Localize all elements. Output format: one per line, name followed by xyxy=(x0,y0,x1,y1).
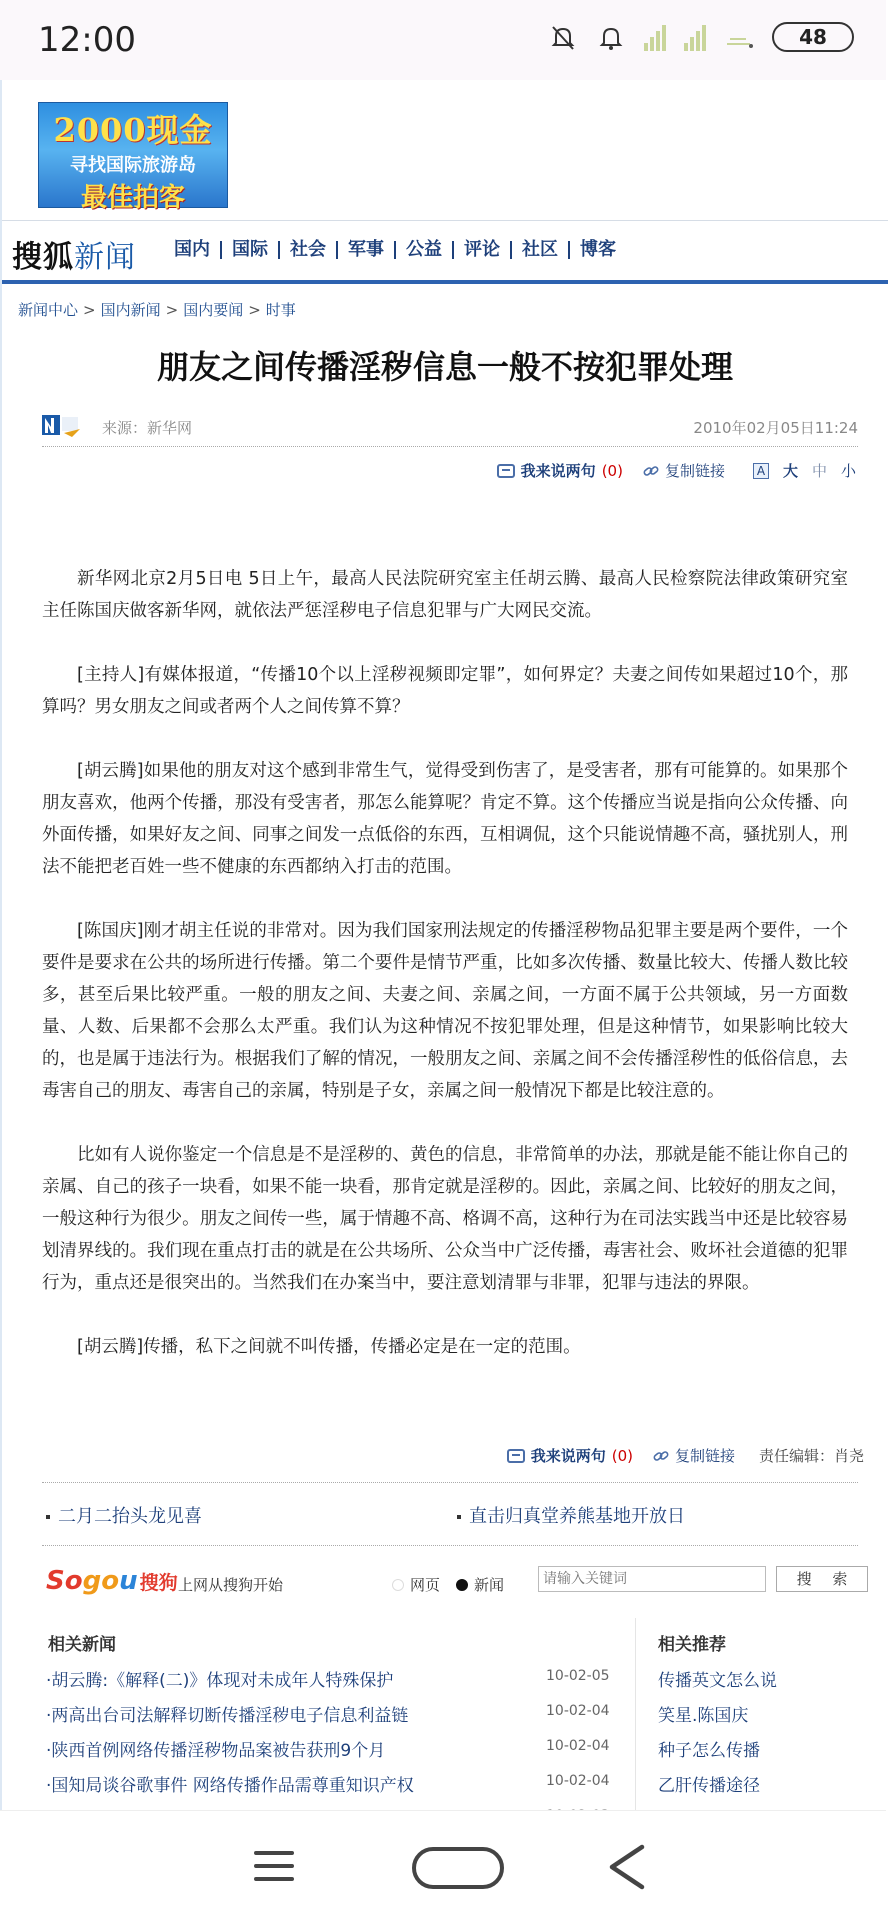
nav-item-society[interactable]: 社会 xyxy=(280,241,338,259)
radio-web-dot xyxy=(392,1579,404,1591)
sogou-logo-part: So xyxy=(46,1566,83,1596)
sogou-search-input[interactable] xyxy=(538,1566,766,1592)
xinhua-logo-icon xyxy=(42,413,82,439)
related-link[interactable] xyxy=(457,1502,685,1528)
article-paragraph: [陈国庆]刚才胡主任说的非常对。因为我们国家刑法规定的传播淫秽物品犯罪主要是两个要件，一个要件是要求在公共的场所进行传播。第二个要件是情节严重，比如多次传播、数量比较大、传播人数比较多，甚至后果比较严重。一般的朋友之间、夫妻之间、亲属之间，一方面不属于公共领域，另一方面数量、人数、后果都不会那么太严重。我们认为这种情况不按犯罪处理，但是这种情节，如果影响比较大的，也是属于违法行为。根据我们了解的情况，一般朋友之间、亲属之间不会传播淫秽性的低俗信息，去毒害自己的朋友、毒害自己的亲属，特别是子女，亲属之间一般情况下都是比较注意的。 xyxy=(42,921,848,1101)
comment-icon xyxy=(507,1449,525,1463)
article-title: 朋友之间传播淫秽信息一般不按犯罪处理 xyxy=(156,348,733,386)
related-recommend-heading: 相关推荐 xyxy=(658,1635,726,1655)
bell-icon xyxy=(596,22,626,52)
battery-indicator: 48 xyxy=(772,22,854,52)
comment-icon xyxy=(497,464,515,478)
copy-link-label: 复制链接 xyxy=(674,1447,735,1465)
status-bar xyxy=(0,0,886,80)
breadcrumb-domestic-headlines[interactable]: 国内要闻 xyxy=(183,301,244,319)
recent-apps-button[interactable] xyxy=(212,1811,332,1921)
system-navigation-bar xyxy=(0,1810,886,1921)
ad-line3: 最佳拍客 xyxy=(80,183,185,213)
back-arrow-icon xyxy=(604,1843,650,1891)
news-title: ·两高出台司法解释切断传播淫秽电子信息利益链 xyxy=(46,1706,409,1726)
copy-link-label: 复制链接 xyxy=(664,462,725,480)
breadcrumb-news-center[interactable]: 新闻中心 xyxy=(18,301,79,319)
copy-link-button[interactable] xyxy=(643,460,725,481)
related-news-heading: 相关新闻 xyxy=(48,1635,116,1655)
comment-count: (0) xyxy=(611,1446,633,1465)
news-title: ·陕西首例网络传播淫秽物品案被告获刑9个月 xyxy=(46,1741,386,1761)
sogou-logo[interactable] xyxy=(46,1566,178,1596)
sogou-search-bar xyxy=(42,1566,868,1600)
news-title: ·胡云腾:《解释(二)》体现对未成年人特殊保护 xyxy=(46,1671,394,1691)
font-small-button[interactable]: 小 xyxy=(840,462,856,480)
recommend-item[interactable]: 传播英文怎么说 xyxy=(658,1671,777,1691)
article-tools-bottom xyxy=(487,1445,864,1466)
responsible-editor: 责任编辑：肖尧 xyxy=(758,1447,864,1465)
breadcrumb-domestic-news[interactable]: 国内新闻 xyxy=(100,301,161,319)
signal-icon xyxy=(684,23,706,51)
copy-link-button[interactable] xyxy=(653,1445,735,1466)
nav-underline xyxy=(2,280,888,284)
list-item[interactable] xyxy=(46,1736,616,1771)
news-date: 10-02-04 xyxy=(546,1703,610,1719)
wifi-icon xyxy=(724,22,754,52)
comment-count: (0) xyxy=(601,461,623,480)
breadcrumb-sep: > xyxy=(248,301,261,319)
search-type-radio-group xyxy=(392,1574,504,1595)
back-button[interactable] xyxy=(590,1811,710,1921)
nav-item-international[interactable]: 国际 xyxy=(222,241,280,259)
nav-item-military[interactable]: 军事 xyxy=(338,241,396,259)
article-source: 来源：新华网 xyxy=(102,419,193,437)
font-medium-button[interactable]: 中 xyxy=(811,462,827,480)
brand-part1: 搜狐 xyxy=(12,240,74,275)
status-time: 12:00 xyxy=(38,20,136,60)
font-size-icon: A xyxy=(753,463,769,479)
sogou-search-button[interactable]: 搜 索 xyxy=(776,1566,868,1592)
list-item[interactable] xyxy=(46,1666,616,1701)
news-date: 10-02-04 xyxy=(546,1738,610,1754)
font-large-button[interactable]: 大 xyxy=(782,462,798,480)
ad-line2: 寻找国际旅游岛 xyxy=(70,155,196,176)
recommend-item[interactable]: 种子怎么传播 xyxy=(658,1741,760,1761)
radio-web-label: 网页 xyxy=(410,1576,441,1594)
news-date: 10-02-04 xyxy=(546,1773,610,1789)
comment-link[interactable] xyxy=(497,460,623,481)
article-meta xyxy=(42,413,858,441)
bullet-icon xyxy=(46,1515,50,1519)
article-paragraph: [胡云腾]传播，私下之间就不叫传播，传播必定是在一定的范围。 xyxy=(77,1337,581,1357)
radio-news-label: 新闻 xyxy=(474,1576,505,1594)
comment-label: 我来说两句 xyxy=(530,1447,606,1465)
tools-divider xyxy=(42,1482,858,1483)
article-paragraph: 比如有人说你鉴定一个信息是不是淫秽的、黄色的信息，非常简单的办法，那就是能不能让你自己的亲属、自己的孩子一块看，如果不能一块看，那肯定就是淫秽的。因此，亲属之间、比较好的朋友之间，一般这种行为很少。朋友之间传一些，属于情趣不高、格调不高，这种行为在司法实践当中还是比较容易划清界线的。我们现在重点打击的就是在公共场所、公众当中广泛传播，毒害社会、败坏社会道德的犯罪行为，重点还是很突出的。当然我们在办案当中，要注意划清罪与非罪，犯罪与违法的界限。 xyxy=(42,1145,848,1293)
sogou-logo-part: go xyxy=(82,1566,120,1596)
sogou-logo-cn: 搜狗 xyxy=(139,1572,178,1594)
related-link-label: 直击归真堂养熊基地开放日 xyxy=(469,1506,685,1527)
nav-item-charity[interactable]: 公益 xyxy=(396,241,454,259)
recommend-item[interactable]: 笑星.陈国庆 xyxy=(658,1706,749,1726)
breadcrumb-sep: > xyxy=(165,301,179,319)
nav-item-community[interactable]: 社区 xyxy=(512,241,570,259)
news-date: 10-02-05 xyxy=(546,1668,610,1684)
bullet-icon xyxy=(457,1515,461,1519)
recommend-item[interactable]: 乙肝传播途径 xyxy=(658,1776,760,1796)
meta-divider xyxy=(42,446,858,447)
link-icon xyxy=(653,1448,669,1464)
nav-item-domestic[interactable]: 国内 xyxy=(172,241,222,259)
channel-nav xyxy=(172,241,626,259)
article-paragraph: [主持人]有媒体报道，“传播10个以上淫秽视频即定罪”，如何界定？夫妻之间传如果超过10个，那算吗？男女朋友之间或者两个人之间传算不算？ xyxy=(42,665,848,717)
comment-label: 我来说两句 xyxy=(520,462,596,480)
article-body xyxy=(42,563,848,1395)
ad-banner[interactable] xyxy=(38,102,228,213)
radio-web[interactable] xyxy=(392,1574,440,1595)
list-item[interactable] xyxy=(46,1701,616,1736)
nav-item-blog[interactable]: 博客 xyxy=(580,239,616,260)
article-paragraph: [胡云腾]如果他的朋友对这个感到非常生气，觉得受到伤害了，是受害者，那有可能算的。如果那个朋友喜欢，他两个传播，那没有受害者，那怎么能算呢？肯定不算。这个传播应当说是指向公众传播、向外面传播，如果好友之间、同事之间发一点低俗的东西，互相调侃，这个只能说情趣不高，骚扰别人，刑法不能把老百姓一些不健康的东西都纳入打击的范围。 xyxy=(42,761,848,877)
news-title: ·国知局谈谷歌事件 网络传播作品需尊重知识产权 xyxy=(46,1776,414,1796)
radio-news[interactable] xyxy=(456,1574,504,1595)
article-paragraph: 新华网北京2月5日电 5日上午，最高人民法院研究室主任胡云腾、最高人民检察院法律政策研究室主任陈国庆做客新华网，就依法严惩淫秽电子信息犯罪与广大网民交流。 xyxy=(42,569,848,621)
sohu-news-logo[interactable] xyxy=(12,232,136,276)
breadcrumb-sep: > xyxy=(83,301,96,319)
breadcrumb xyxy=(18,299,296,320)
list-item[interactable] xyxy=(46,1771,616,1806)
home-button[interactable] xyxy=(412,1847,504,1889)
breadcrumb-current-affairs[interactable]: 时事 xyxy=(265,301,296,319)
related-divider xyxy=(42,1545,858,1546)
bell-mute-icon xyxy=(548,22,578,52)
web-page xyxy=(0,80,886,1810)
header-divider xyxy=(2,220,888,221)
font-size-switch xyxy=(745,460,856,481)
sogou-logo-part: u xyxy=(119,1566,138,1596)
nav-item-comment[interactable]: 评论 xyxy=(454,241,512,259)
related-link[interactable] xyxy=(46,1502,202,1528)
brand-part2: 新闻 xyxy=(74,240,136,275)
status-icons xyxy=(548,22,854,52)
menu-icon xyxy=(254,1851,294,1890)
ad-line1: 2000现金 xyxy=(53,111,213,149)
radio-news-dot xyxy=(456,1579,468,1591)
article-tools-top xyxy=(477,460,856,481)
signal-icon xyxy=(644,23,666,51)
link-icon xyxy=(643,463,659,479)
article-date: 2010年02月05日11:24 xyxy=(693,419,858,437)
related-link-label: 二月二抬头龙见喜 xyxy=(58,1506,202,1527)
comment-link[interactable] xyxy=(507,1445,633,1466)
sogou-slogan: 上网从搜狗开始 xyxy=(178,1576,284,1594)
